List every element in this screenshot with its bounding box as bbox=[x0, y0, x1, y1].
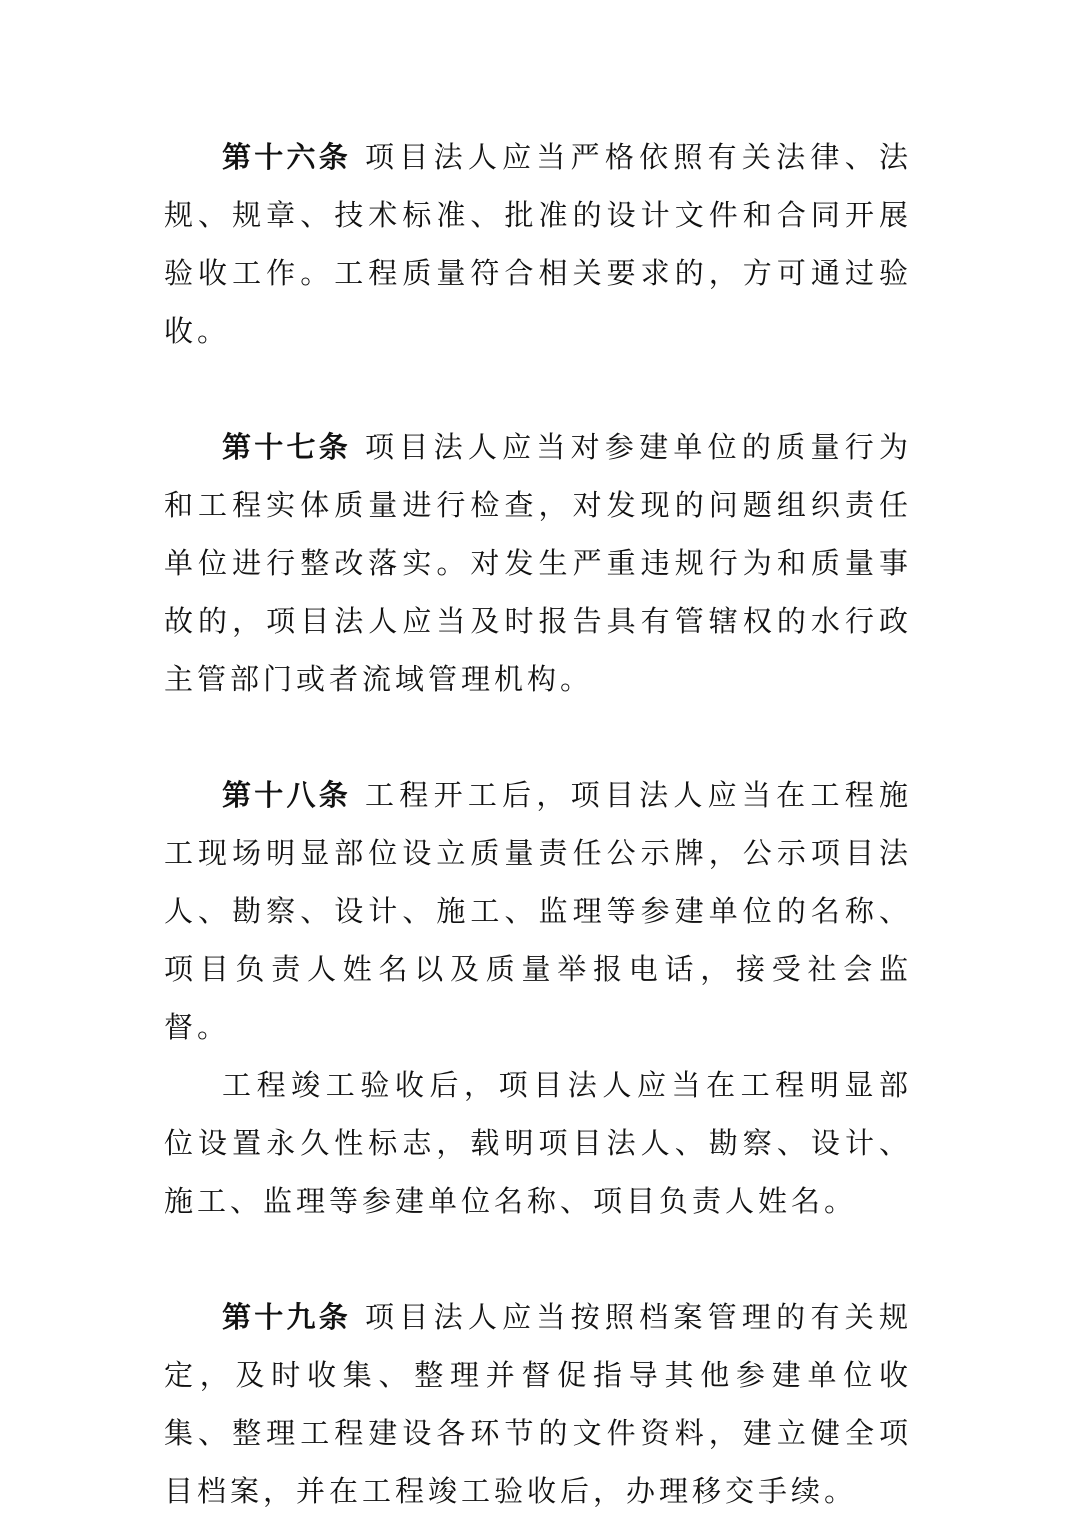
article-16 bbox=[164, 128, 912, 360]
article-19-text: 项目法人应当按照档案管理的有关规定，及时收集、整理并督促指导其他参建单位收集、整理工程建设各环节的文件资料，建立健全项目档案，并在工程竣工验收后，办理移交手续。 bbox=[164, 1300, 912, 1508]
article-18-continuation: 工程竣工验收后，项目法人应当在工程明显部位设置永久性标志，载明项目法人、勘察、设计、施工、监理等参建单位名称、项目负责人姓名。 bbox=[164, 1068, 912, 1218]
article-16-text: 项目法人应当严格依照有关法律、法规、规章、技术标准、批准的设计文件和合同开展验收工作。工程质量符合相关要求的，方可通过验收。 bbox=[164, 140, 912, 348]
article-18-title: 第十八条 bbox=[222, 778, 352, 812]
article-17 bbox=[164, 418, 912, 708]
article-17-text: 项目法人应当对参建单位的质量行为和工程实体质量进行检查，对发现的问题组织责任单位进行整改落实。对发生严重违规行为和质量事故的，项目法人应当及时报告具有管辖权的水行政主管部门或者流域管理机构。 bbox=[164, 430, 912, 696]
article-19-title: 第十九条 bbox=[222, 1300, 352, 1334]
document-body bbox=[164, 128, 912, 1520]
article-16-title: 第十六条 bbox=[222, 140, 352, 174]
article-18 bbox=[164, 766, 912, 1056]
article-19 bbox=[164, 1288, 912, 1520]
article-18-text: 工程开工后，项目法人应当在工程施工现场明显部位设立质量责任公示牌，公示项目法人、勘察、设计、施工、监理等参建单位的名称、项目负责人姓名以及质量举报电话，接受社会监督。 bbox=[164, 778, 912, 1044]
article-17-title: 第十七条 bbox=[222, 430, 352, 464]
